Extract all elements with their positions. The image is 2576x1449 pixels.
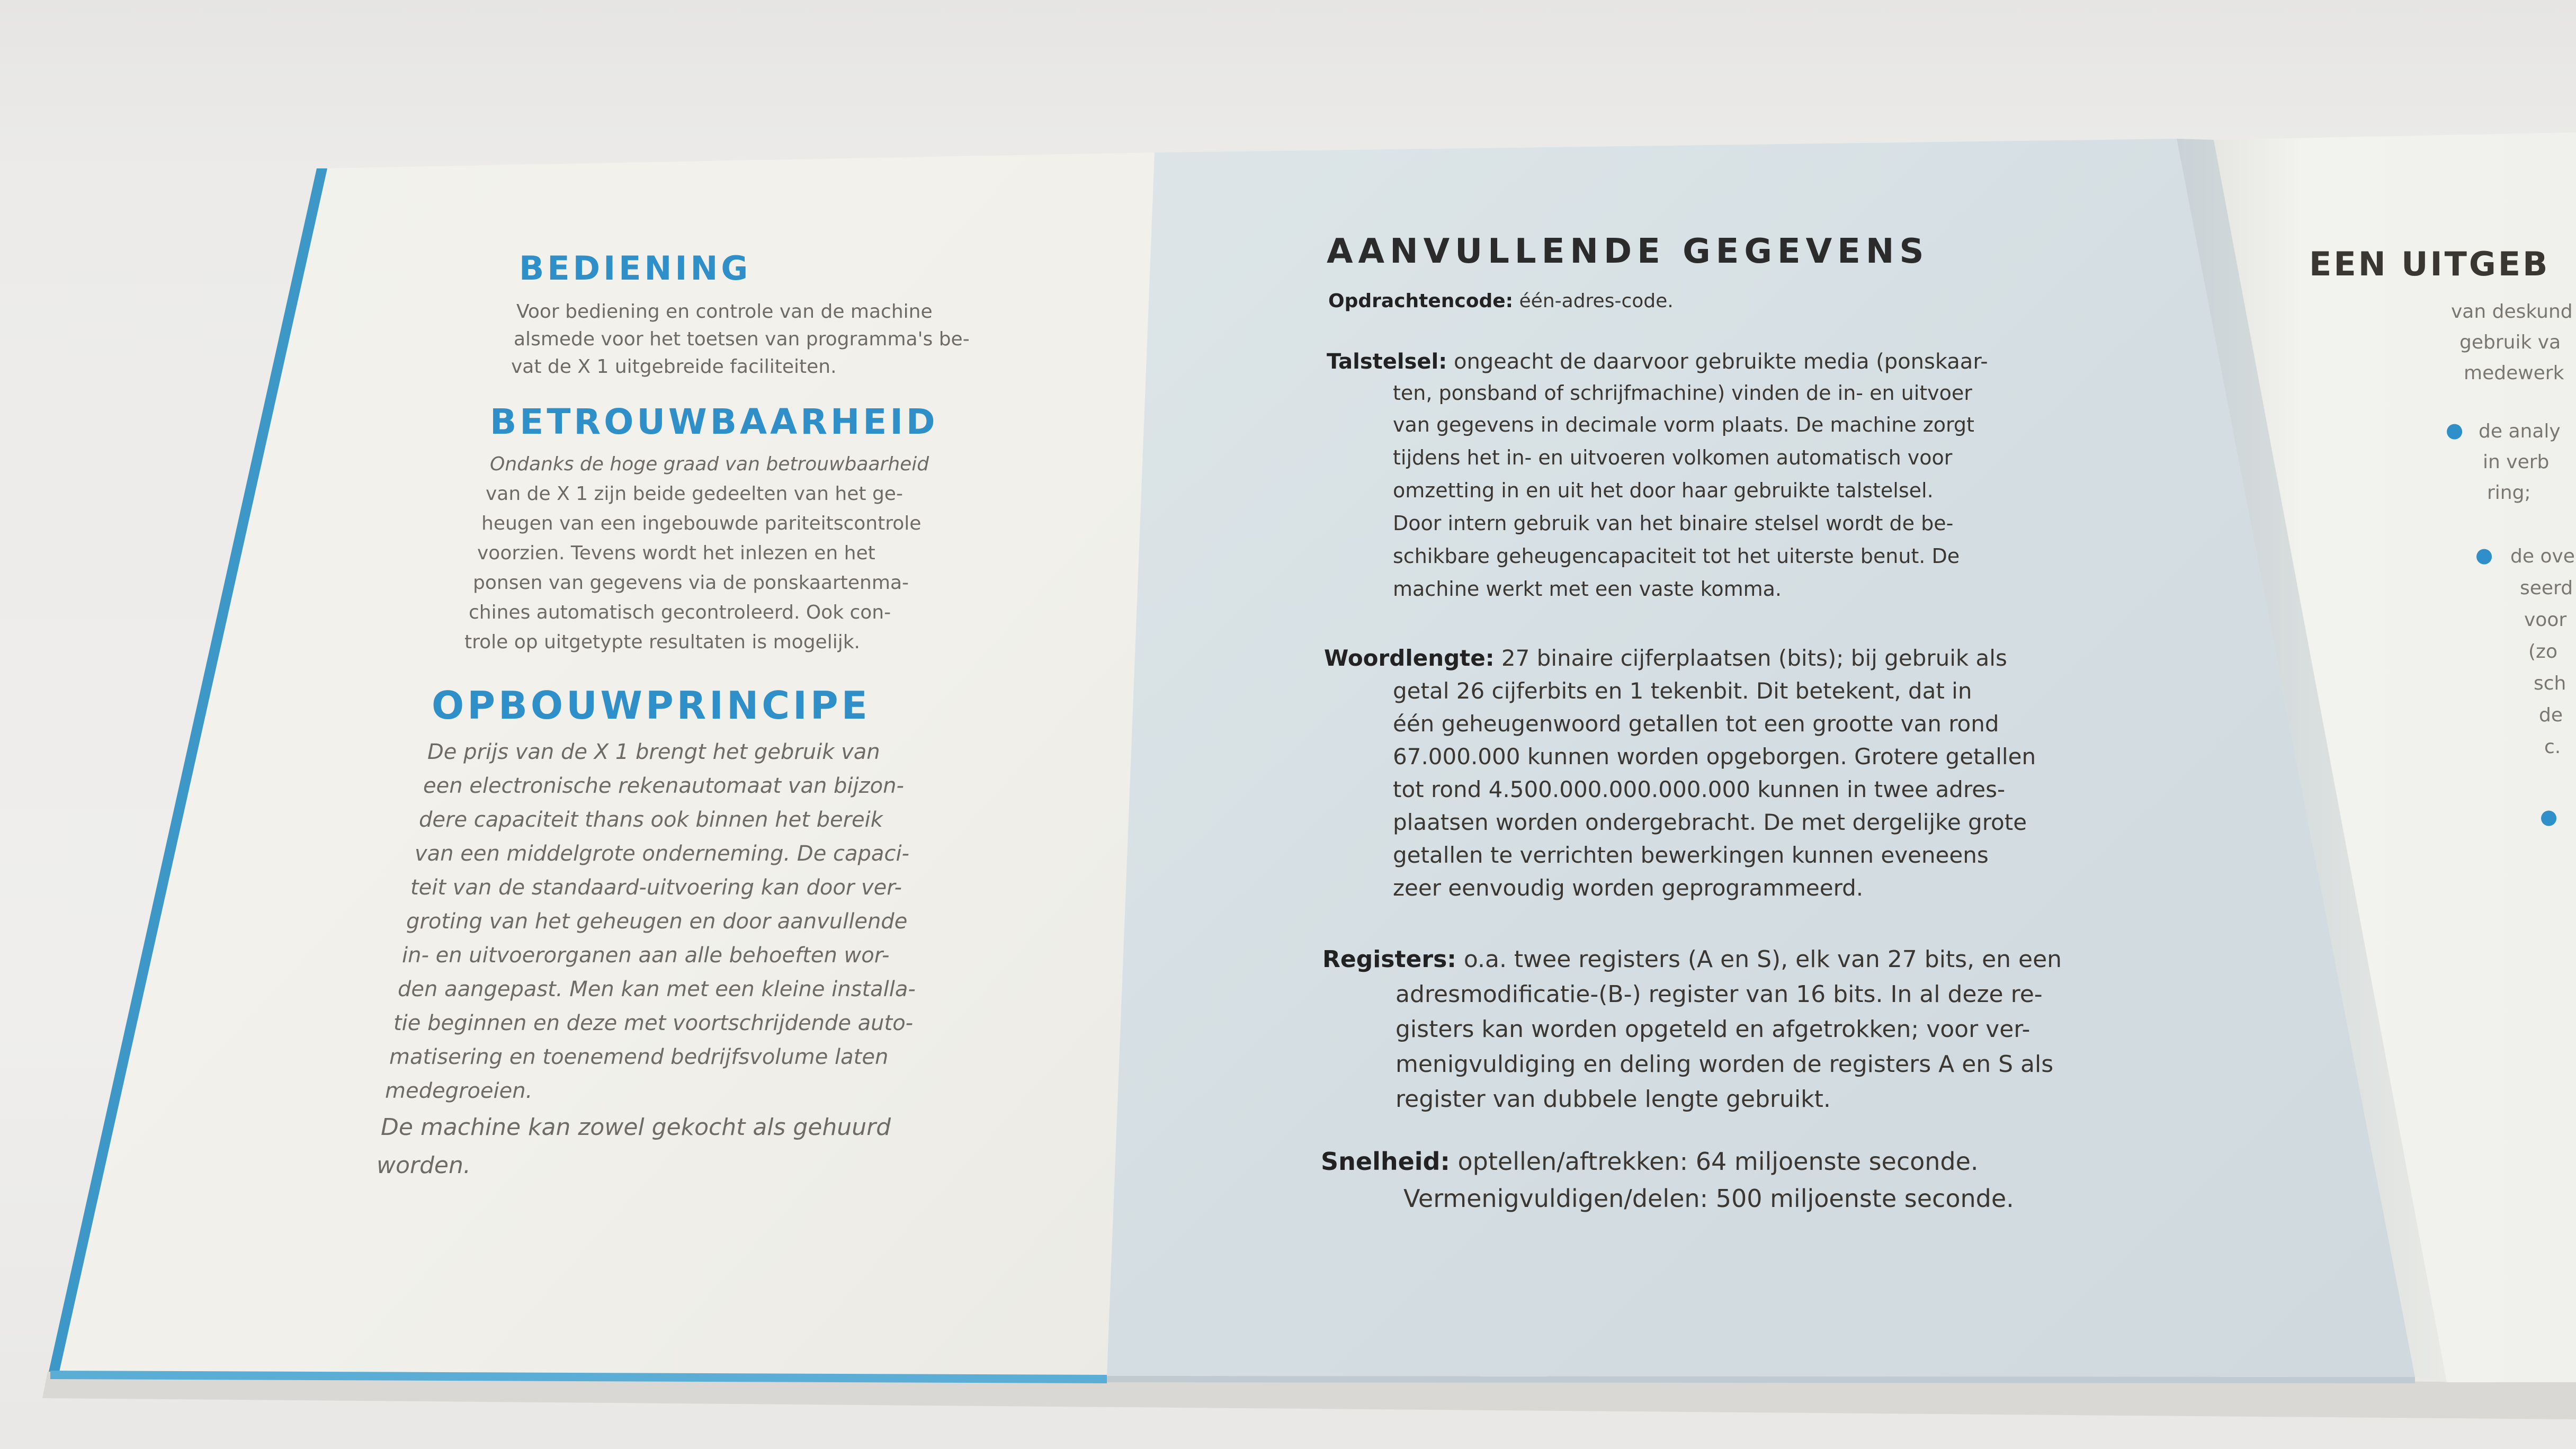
entry-label: Registers: [1322,946,1456,973]
heading-opbouwprincipe: OPBOUWPRINCIPE [432,683,871,728]
opbouwprincipe-line: groting van het geheugen en door aanvullende [406,909,908,934]
entry-line: zeer eenvoudig worden geprogrammeerd. [1393,875,1864,901]
betrouwbaarheid-line: ponsen van gegevens via de ponskaartenma- [473,572,909,594]
entry-line: Vermenigvuldigen/delen: 500 miljoenste seconde. [1403,1184,2014,1213]
entry-line: optellen/aftrekken: 64 miljoenste seconde. [1457,1147,1979,1176]
right-bullet-line: de [2539,704,2563,726]
entry-line: Door intern gebruik van het binaire stelsel wordt de be- [1393,512,1954,535]
entry-line: ten, ponsband of schrijfmachine) vinden de in- en uitvoer [1393,381,1972,405]
right-line: van deskund [2451,301,2573,323]
opbouwprincipe-text [377,735,1226,1184]
entry-line: tijdens het in- en uitvoeren volkomen automatisch voor [1393,446,1953,469]
betrouwbaarheid-line: trole op uitgetypte resultaten is mogelijk. [464,631,860,653]
bullet-icon: ● [2446,418,2464,442]
entry-label: Talstelsel: [1327,350,1447,374]
bediening-line: Voor bediening en controle van de machine [516,301,933,323]
right-bullet-line: voor [2524,609,2567,631]
opbouwprincipe-line: den aangepast. Men kan met een kleine installa- [398,977,916,1001]
entry-line: van gegevens in decimale vorm plaats. De machine zorgt [1393,413,1974,436]
entry-line: o.a. twee registers (A en S), elk van 27 bits, en een [1463,946,2062,973]
betrouwbaarheid-line: van de X 1 zijn beide gedeelten van het ge- [486,483,903,505]
right-bullet-line: c. [2544,736,2561,758]
opbouwprincipe-line: tie beginnen en deze met voortschrijdende auto- [393,1011,914,1035]
opbouwprincipe-line: De machine kan zowel gekocht als gehuurd [381,1114,891,1141]
entry-line: 67.000.000 kunnen worden opgeborgen. Grotere getallen [1393,744,2036,770]
right-bullet-line: de analy [2479,421,2561,442]
entry-line: omzetting in en uit het door haar gebruikte talstelsel. [1393,479,1934,502]
entry-line: 27 binaire cijferplaatsen (bits); bij gebruik als [1501,645,2007,671]
entry-line: register van dubbele lengte gebruikt. [1396,1086,1831,1113]
opbouwprincipe-line: van een middelgrote onderneming. De capaci- [415,842,909,866]
right-bullet-line: sch [2534,673,2566,694]
opbouwprincipe-line: dere capaciteit thans ook binnen het bereik [419,808,883,832]
entry-label: Snelheid: [1321,1147,1450,1176]
right-bullet-line: in verb [2483,451,2550,473]
entry-line: schikbare geheugencapaciteit tot het uiterste benut. De [1393,544,1960,568]
opbouwprincipe-line: matisering en toenemend bedrijfsvolume laten [389,1045,889,1069]
entry-label: Opdrachtencode: [1328,290,1514,312]
heading-bediening: BEDIENING [519,249,752,288]
bediening-line: vat de X 1 uitgebreide faciliteiten. [511,356,837,378]
opbouwprincipe-line: teit van de standaard-uitvoering kan door ver- [410,875,902,900]
right-line: gebruik va [2459,332,2561,353]
right-bullet-line: seerd [2520,577,2573,599]
betrouwbaarheid-line: chines automatisch gecontroleerd. Ook con- [469,602,891,623]
right-bullet-line: ring; [2487,482,2531,504]
betrouwbaarheid-line: Ondanks de hoge graad van betrouwbaarheid [490,453,929,475]
opbouwprincipe-line: worden. [377,1152,471,1179]
heading-betrouwbaarheid: BETROUWBAARHEID [490,401,938,442]
entry-line: getallen te verrichten bewerkingen kunnen eveneens [1393,842,1989,868]
bediening-text [511,298,1218,381]
left-page [511,249,1218,381]
entry-line: plaatsen worden ondergebracht. De met dergelijke grote [1393,809,2027,835]
betrouwbaarheid-line: voorzien. Tevens wordt het inlezen en het [477,542,875,564]
opbouwprincipe-line: medegroeien. [385,1079,533,1103]
right-line: medewerk [2464,362,2564,384]
heading-een-uitgeb: EEN UITGEB [2309,245,2550,283]
entry-line: één geheugenwoord getallen tot een grootte van rond [1393,711,1999,737]
right-bullet-line: (zo [2528,641,2557,663]
entry-line: één-adres-code. [1519,290,1674,312]
opbouwprincipe-line: een electronische rekenautomaat van bijzon- [423,774,904,798]
entry-line: adresmodificatie-(B-) register van 16 bits. In al deze re- [1396,981,2043,1008]
entry-line: menigvuldiging en deling worden de registers A en S als [1396,1051,2054,1078]
entry-line: tot rond 4.500.000.000.000.000 kunnen in twee adres- [1393,776,2006,802]
heading-aanvullende-gegevens: AANVULLENDE GEGEVENS [1327,232,1929,271]
betrouwbaarheid-line: heugen van een ingebouwde pariteitscontrole [481,513,922,534]
entry-line: machine werkt met een vaste komma. [1393,577,1782,601]
bediening-line: alsmede voor het toetsen van programma's be- [514,328,970,350]
bullet-icon: ● [2475,543,2493,567]
bullet-icon: ● [2540,805,2558,828]
entry-line: getal 26 cijferbits en 1 tekenbit. Dit betekent, dat in [1393,678,1972,704]
left-page-b [464,401,1242,657]
entry-line: ongeacht de daarvoor gebruikte media (ponskaar- [1453,350,1988,374]
opbouwprincipe-line: in- en uitvoerorganen aan alle behoeften wor- [402,943,890,968]
entry-label: Woordlengte: [1324,645,1495,671]
entry-line: gisters kan worden opgeteld en afgetrokken; voor ver- [1396,1016,2031,1043]
right-bullet-line: de ove [2510,545,2575,567]
opbouwprincipe-line: De prijs van de X 1 brengt het gebruik van [427,740,880,764]
middle-page [1327,232,2174,271]
left-page-c [377,683,1226,1184]
betrouwbaarheid-text [464,450,1242,657]
